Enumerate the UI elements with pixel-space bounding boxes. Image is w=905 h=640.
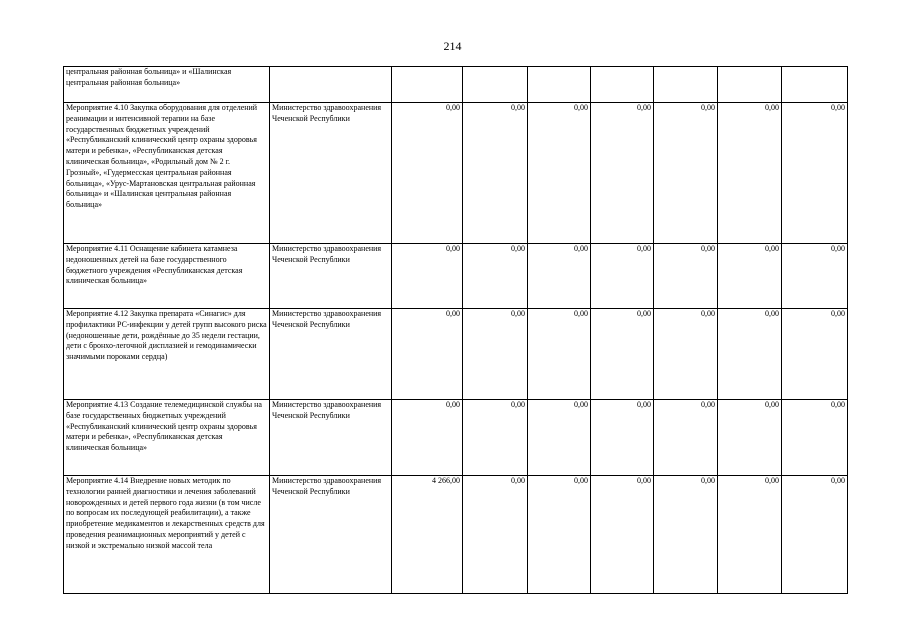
value-cell: 0,00 — [463, 103, 528, 244]
value-cell: 0,00 — [782, 244, 848, 309]
value-cell: 0,00 — [782, 476, 848, 594]
responsible-cell — [270, 67, 392, 103]
value-cell — [463, 67, 528, 103]
value-cell: 0,00 — [392, 244, 463, 309]
value-cell: 0,00 — [718, 244, 782, 309]
value-cell: 0,00 — [591, 476, 654, 594]
event-name-cell: Мероприятие 4.14 Внедрение новых методик по технологии ранней диагностики и лечения заболеваний новорожденных и детей первого года жизни (в том числе по вопросам их последующей реабилитации), а также приобретение медикаментов и лекарственных средств для проведения реанимационных мероприятий у детей с низкой и экстремально низкой массой тела — [64, 476, 270, 594]
value-cell — [654, 67, 718, 103]
value-cell: 0,00 — [528, 309, 591, 400]
table-row — [64, 400, 848, 476]
event-name-cell: Мероприятие 4.11 Оснащение кабинета катамнеза недоношенных детей на базе государственного бюджетного учреждения «Республиканская детская клиническая больница» — [64, 244, 270, 309]
table-row — [64, 244, 848, 309]
value-cell: 0,00 — [782, 309, 848, 400]
value-cell — [528, 67, 591, 103]
value-cell: 0,00 — [591, 400, 654, 476]
value-cell: 0,00 — [718, 103, 782, 244]
page-number: 214 — [443, 39, 462, 53]
responsible-cell: Министерство здравоохранения Чеченской Республики — [270, 103, 392, 244]
value-cell: 4 266,00 — [392, 476, 463, 594]
value-cell: 0,00 — [392, 309, 463, 400]
value-cell: 0,00 — [718, 309, 782, 400]
value-cell: 0,00 — [463, 244, 528, 309]
value-cell: 0,00 — [463, 309, 528, 400]
value-cell: 0,00 — [591, 103, 654, 244]
value-cell: 0,00 — [392, 103, 463, 244]
value-cell: 0,00 — [591, 309, 654, 400]
value-cell: 0,00 — [528, 400, 591, 476]
table-row — [64, 103, 848, 244]
event-name-cell: Мероприятие 4.12 Закупка препарата «Синагис» для профилактики РС-инфекции у детей групп высокого риска (недоношенные дети, рождённые до 35 недели гестации, дети с бронхо-легочной дисплазией и гемодинамически значимыми пороками сердца) — [64, 309, 270, 400]
value-cell — [718, 67, 782, 103]
value-cell: 0,00 — [392, 400, 463, 476]
table-row — [64, 67, 848, 103]
value-cell: 0,00 — [528, 244, 591, 309]
value-cell: 0,00 — [591, 244, 654, 309]
value-cell: 0,00 — [718, 476, 782, 594]
responsible-cell: Министерство здравоохранения Чеченской Республики — [270, 476, 392, 594]
value-cell: 0,00 — [528, 103, 591, 244]
value-cell: 0,00 — [654, 244, 718, 309]
value-cell — [392, 67, 463, 103]
value-cell: 0,00 — [782, 400, 848, 476]
table-row — [64, 476, 848, 594]
value-cell: 0,00 — [654, 476, 718, 594]
program-events-table — [63, 66, 848, 594]
value-cell: 0,00 — [654, 103, 718, 244]
value-cell: 0,00 — [463, 400, 528, 476]
table-row — [64, 309, 848, 400]
responsible-cell: Министерство здравоохранения Чеченской Республики — [270, 400, 392, 476]
event-name-cell: Мероприятие 4.13 Создание телемедицинской службы на базе государственных бюджетных учреждений «Республиканский клинический центр охраны здоровья матери и ребенка», «Республиканская детская клиническая больница» — [64, 400, 270, 476]
value-cell — [591, 67, 654, 103]
value-cell: 0,00 — [654, 309, 718, 400]
value-cell: 0,00 — [782, 103, 848, 244]
responsible-cell: Министерство здравоохранения Чеченской Республики — [270, 244, 392, 309]
value-cell: 0,00 — [654, 400, 718, 476]
event-name-cell: Мероприятие 4.10 Закупка оборудования для отделений реанимации и интенсивной терапии на базе государственных бюджетных учреждений «Республиканский клинический центр охраны здоровья матери и ребенка», «Республиканская детская клиническая больница», «Родильный дом № 2 г. Грозный», «Гудермесская центральная районная больница», «Урус-Мартановская центральная районная больница» и «Шалинская центральная районная больница» — [64, 103, 270, 244]
value-cell: 0,00 — [718, 400, 782, 476]
event-name-cell: центральная районная больница» и «Шалинская центральная районная больница» — [64, 67, 270, 103]
value-cell: 0,00 — [528, 476, 591, 594]
responsible-cell: Министерство здравоохранения Чеченской Республики — [270, 309, 392, 400]
value-cell: 0,00 — [463, 476, 528, 594]
value-cell — [782, 67, 848, 103]
